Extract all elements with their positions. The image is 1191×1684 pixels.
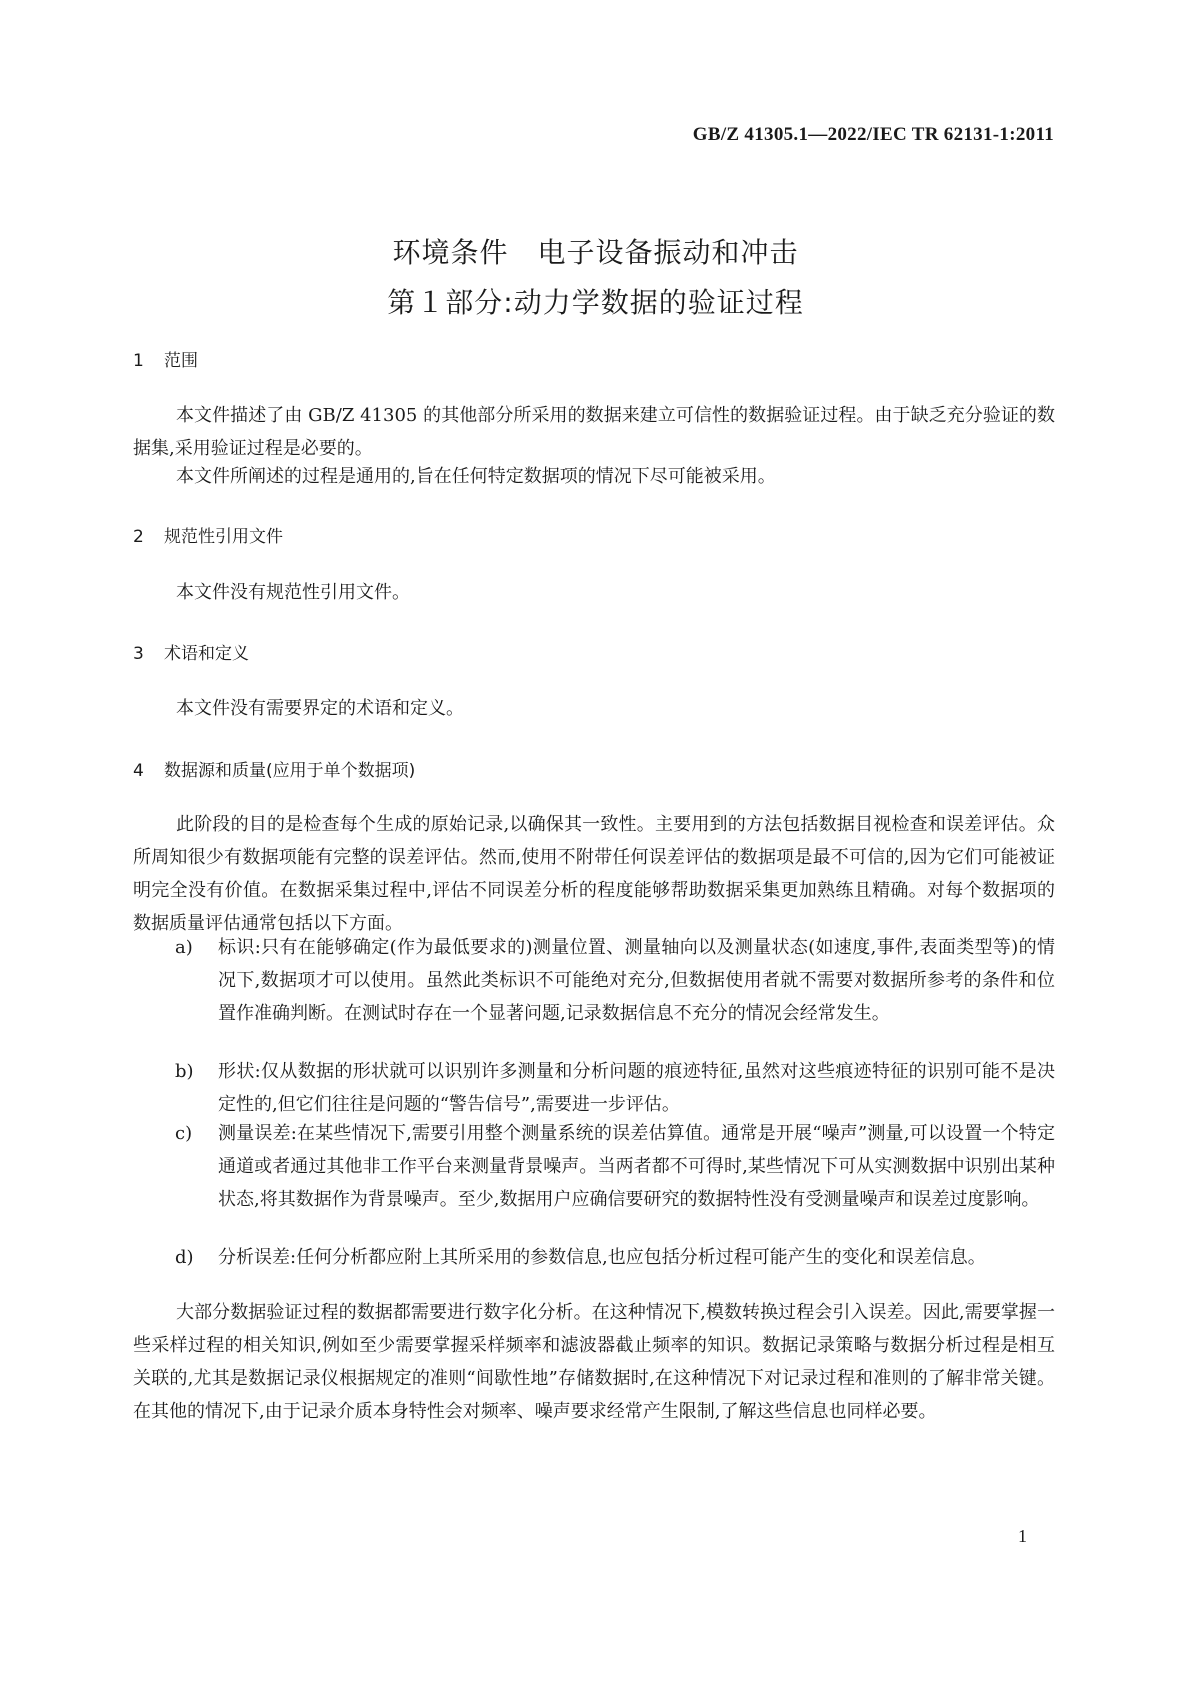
list-item-d	[175, 1241, 1055, 1274]
document-title	[0, 228, 1191, 328]
section-title: 规范性引用文件	[164, 527, 283, 547]
section-number: 3	[133, 644, 144, 664]
section-number: 1	[133, 351, 144, 371]
list-item-a	[175, 931, 1055, 1030]
page-number: 1	[1018, 1526, 1027, 1546]
title-line-2: 第１部分:动力学数据的验证过程	[387, 286, 804, 319]
section-4-closing-paragraph: 大部分数据验证过程的数据都需要进行数字化分析。在这种情况下,模数转换过程会引入误差。因此,需要掌握一些采样过程的相关知识,例如至少需要掌握采样频率和滤波器截止频率的知识。数据记录策略与数据分析过程是相互关联的,尤其是数据记录仪根据规定的准则“间歇性地”存储数据时,在这种情况下对记录过程和准则的了解非常关键。在其他的情况下,由于记录介质本身特性会对频率、噪声要求经常产生限制,了解这些信息也同样必要。	[133, 1302, 1055, 1422]
section-heading-2	[133, 522, 283, 547]
section-3-paragraph-1: 本文件没有需要界定的术语和定义。	[176, 698, 464, 719]
list-item-marker: d)	[175, 1247, 194, 1268]
section-title: 术语和定义	[164, 644, 249, 664]
list-item-text: 形状:仅从数据的形状就可以识别许多测量和分析问题的痕迹特征,虽然对这些痕迹特征的识别可能不是决定性的,但它们往往是问题的“警告信号”,需要进一步评估。	[218, 1061, 1055, 1115]
list-item-c	[175, 1117, 1055, 1216]
section-4-intro-paragraph: 此阶段的目的是检查每个生成的原始记录,以确保其一致性。主要用到的方法包括数据目视检查和误差评估。众所周知很少有数据项能有完整的误差评估。然而,使用不附带任何误差评估的数据项是最不可信的,因为它们可能被证明完全没有价值。在数据采集过程中,评估不同误差分析的程度能够帮助数据采集更加熟练且精确。对每个数据项的数据质量评估通常包括以下方面。	[133, 814, 1055, 934]
list-item-text: 标识:只有在能够确定(作为最低要求的)测量位置、测量轴向以及测量状态(如速度,事件,表面类型等)的情况下,数据项才可以使用。虽然此类标识不可能绝对充分,但数据使用者就不需要对数据所参考的条件和位置作准确判断。在测试时存在一个显著问题,记录数据信息不充分的情况会经常发生。	[218, 937, 1055, 1024]
section-heading-4	[133, 756, 415, 781]
list-item-text: 测量误差:在某些情况下,需要引用整个测量系统的误差估算值。通常是开展“噪声”测量,可以设置一个特定通道或者通过其他非工作平台来测量背景噪声。当两者都不可得时,某些情况下可从实测数据中识别出某种状态,将其数据作为背景噪声。至少,数据用户应确信要研究的数据特性没有受测量噪声和误差过度影响。	[218, 1123, 1055, 1210]
standard-code: GB/Z 41305.1—2022/IEC TR 62131-1:2011	[692, 124, 1054, 145]
section-2-paragraph-1: 本文件没有规范性引用文件。	[176, 582, 410, 603]
section-number: 4	[133, 761, 144, 781]
list-item-text: 分析误差:任何分析都应附上其所采用的参数信息,也应包括分析过程可能产生的变化和误差信息。	[218, 1247, 986, 1268]
section-number: 2	[133, 527, 144, 547]
title-line-1: 环境条件 电子设备振动和冲击	[392, 236, 799, 269]
list-item-b	[175, 1055, 1055, 1121]
section-heading-3	[133, 639, 249, 664]
list-item-marker: c)	[175, 1123, 193, 1144]
section-1-paragraph-1: 本文件描述了由 GB/Z 41305 的其他部分所采用的数据来建立可信性的数据验证过程。由于缺乏充分验证的数据集,采用验证过程是必要的。	[133, 405, 1055, 459]
list-item-marker: a)	[175, 937, 193, 958]
section-heading-1	[133, 346, 198, 371]
section-1-paragraph-2: 本文件所阐述的过程是通用的,旨在任何特定数据项的情况下尽可能被采用。	[176, 466, 776, 487]
section-title: 数据源和质量(应用于单个数据项)	[164, 761, 416, 781]
section-title: 范围	[164, 351, 198, 371]
list-item-marker: b)	[175, 1061, 194, 1082]
